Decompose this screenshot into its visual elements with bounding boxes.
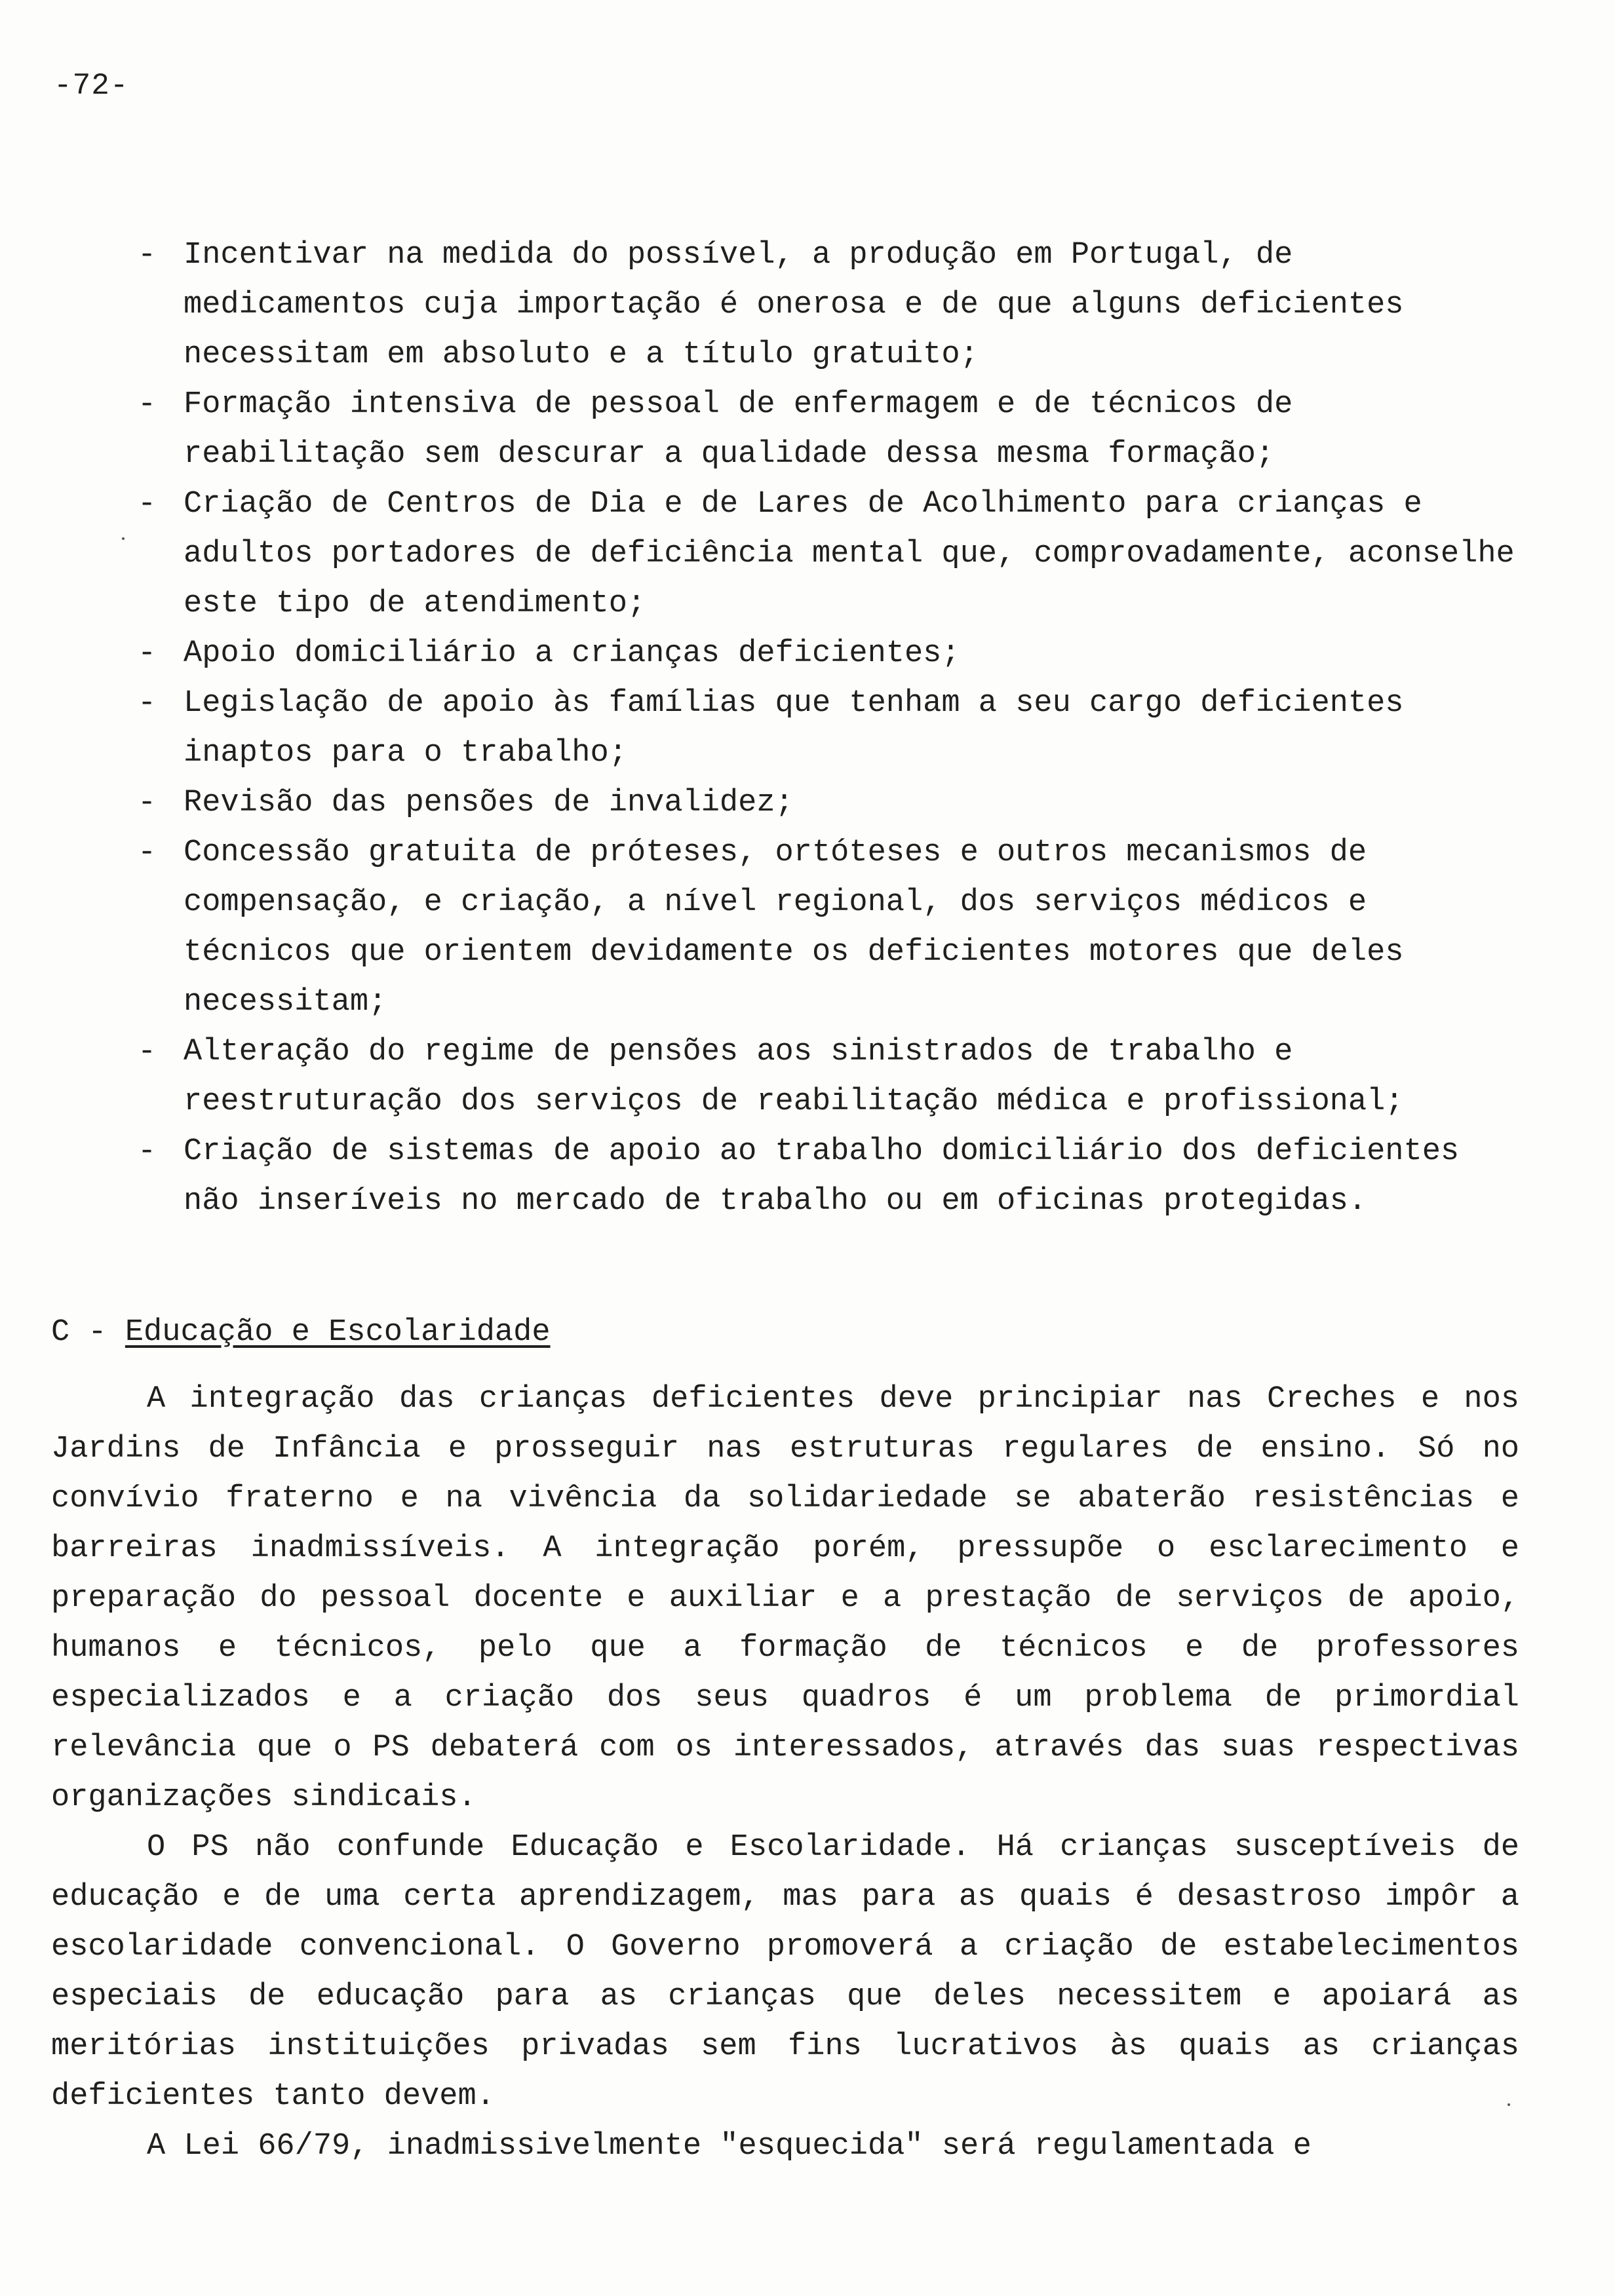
- list-item-text: Incentivar na medida do possível, a produção em Portugal, de medicamentos cuja importação é onerosa e de que alguns deficientes necessitam em absoluto e a título gratuito;: [184, 238, 1404, 372]
- scan-speck: [1508, 2103, 1510, 2106]
- paragraph: A integração das crianças deficientes deve principiar nas Creches e nos Jardins de Infância e prosseguir nas estruturas regulares de ensino. Só no convívio fraterno e na vivência da solidariedade se abaterão resistências e barreiras inadmissíveis. A integração porém, pressupõe o esclarecimento e preparação do pessoal docente e auxiliar e a prestação de serviços de apoio, humanos e técnicos, pelo que a formação de técnicos e de professores especializados e a criação dos seus quadros é um problema de primordial relevância que o PS debaterá com os interessados, através das suas respectivas organizações sindicais.: [51, 1382, 1519, 1815]
- section-title: Educação e Escolaridade: [125, 1315, 551, 1350]
- list-item: [138, 679, 1521, 778]
- dash-marker: -: [138, 238, 157, 273]
- list-item-text: Revisão das pensões de invalidez;: [184, 786, 794, 820]
- list-item-text: Alteração do regime de pensões aos sinistrados de trabalho e reestruturação dos serviços de reabilitação médica e profissional;: [184, 1035, 1404, 1119]
- dash-marker: -: [138, 1134, 157, 1169]
- paragraph: A Lei 66/79, inadmissivelmente "esquecida" será regulamentada e: [147, 2129, 1312, 2164]
- list-item: [138, 828, 1521, 1027]
- section-letter: C -: [51, 1315, 107, 1350]
- list-item: [138, 629, 1521, 679]
- list-item-text: Formação intensiva de pessoal de enfermagem e de técnicos de reabilitação sem descurar a qualidade dessa mesma formação;: [184, 387, 1293, 472]
- list-item: [138, 1127, 1521, 1227]
- list-item: [138, 1027, 1521, 1127]
- bullet-list: [138, 231, 1521, 1227]
- page-number: -72-: [54, 69, 129, 103]
- paragraph: O PS não confunde Educação e Escolaridade. Há crianças susceptíveis de educação e de uma certa aprendizagem, mas para as quais é desastroso impôr a escolaridade convencional. O Governo promoverá a criação de estabelecimentos especiais de educação para as crianças que deles necessitem e apoiará as meritórias instituições privadas sem fins lucrativos às quais as crianças deficientes tanto devem.: [51, 1830, 1519, 2114]
- list-item: [138, 480, 1521, 629]
- scan-speck: [122, 537, 125, 540]
- list-item-text: Apoio domiciliário a crianças deficientes;: [184, 636, 960, 671]
- dash-marker: -: [138, 1035, 157, 1069]
- list-item-text: Concessão gratuita de próteses, ortóteses e outros mecanismos de compensação, e criação, a nível regional, dos serviços médicos e técnicos que orientem devidamente os deficientes motores que deles necessitam;: [184, 835, 1404, 1020]
- dash-marker: -: [138, 636, 157, 671]
- list-item: [138, 231, 1521, 380]
- list-item-text: Criação de sistemas de apoio ao trabalho domiciliário dos deficientes não inseríveis no mercado de trabalho ou em oficinas protegidas.: [184, 1134, 1460, 1219]
- list-item-text: Criação de Centros de Dia e de Lares de Acolhimento para crianças e adultos portadores de deficiência mental que, comprovadamente, aconselhe este tipo de atendimento;: [184, 487, 1515, 621]
- list-item: [138, 380, 1521, 480]
- section-body: [51, 1375, 1519, 2172]
- dash-marker: -: [138, 835, 157, 870]
- dash-marker: -: [138, 387, 157, 422]
- list-item: [138, 778, 1521, 828]
- section-heading: [51, 1308, 551, 1358]
- dash-marker: -: [138, 786, 157, 820]
- list-item-text: Legislação de apoio às famílias que tenham a seu cargo deficientes inaptos para o trabalho;: [184, 686, 1404, 771]
- dash-marker: -: [138, 686, 157, 721]
- dash-marker: -: [138, 487, 157, 522]
